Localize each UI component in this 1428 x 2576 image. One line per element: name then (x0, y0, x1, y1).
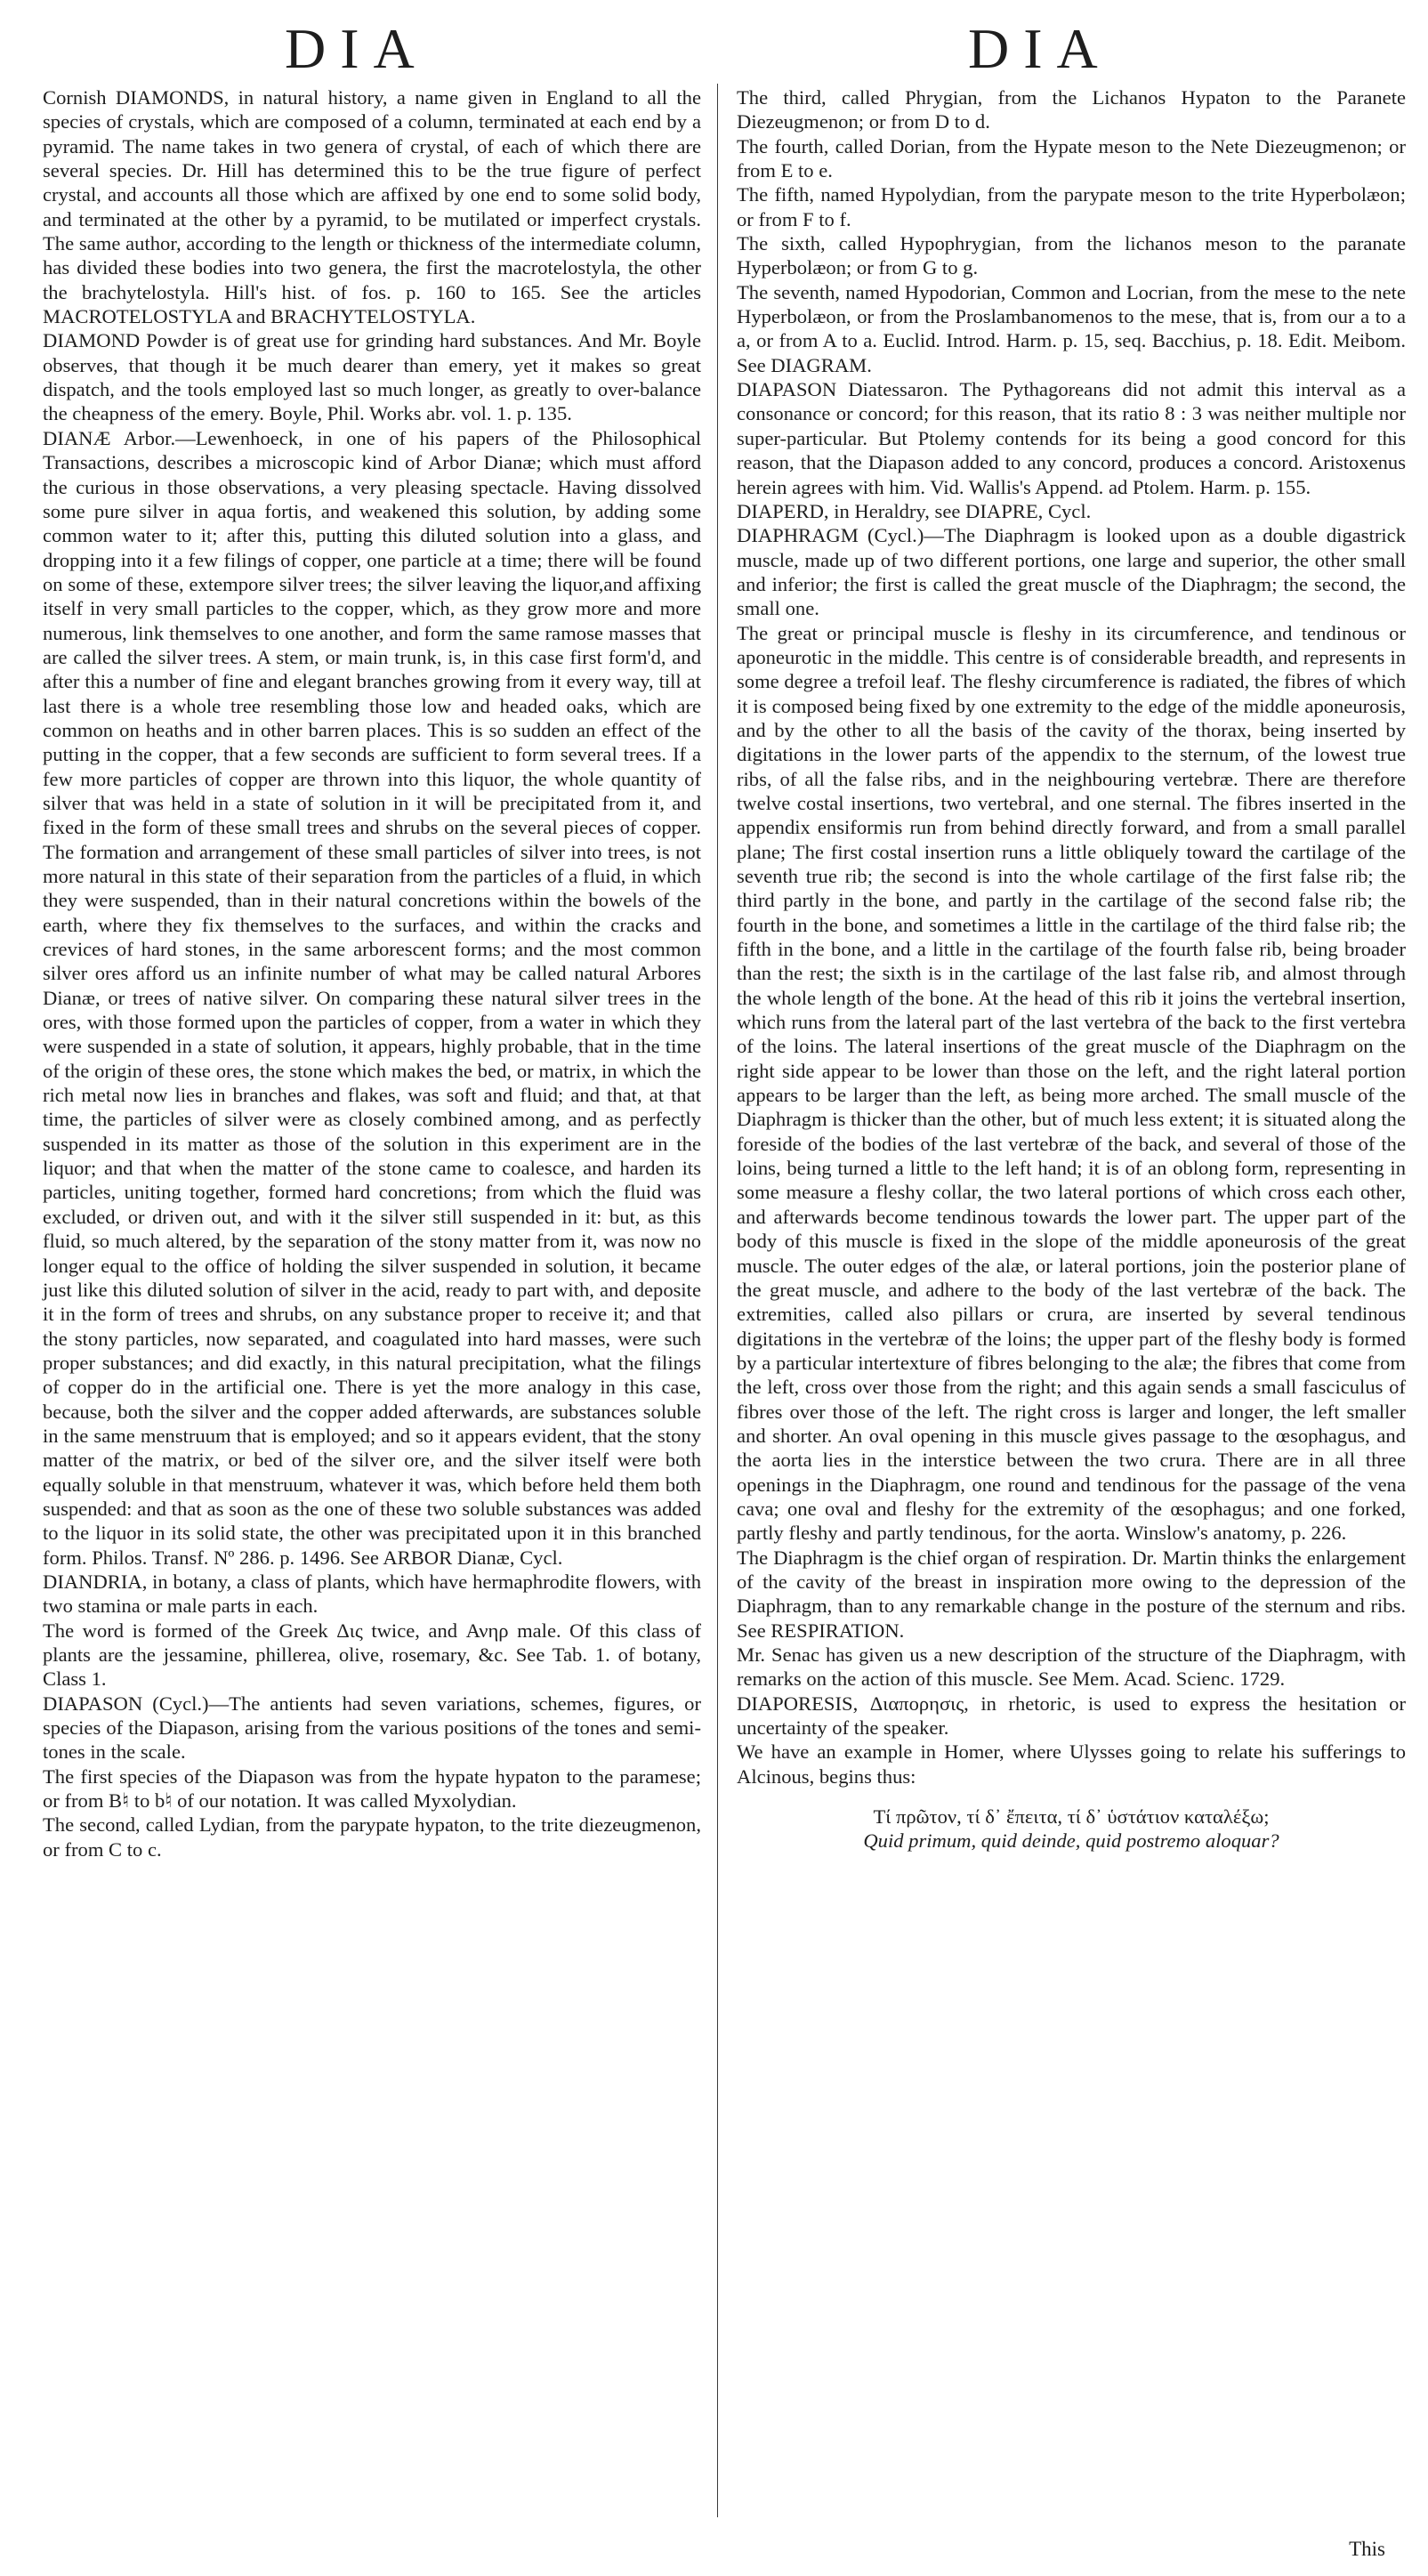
entry-dianae-arbor: DIANÆ Arbor.—Lewenhoeck, in one of his papers of the Philosophical Transactions, describes a microscopic kind of Arbor Dianæ; which must afford the curious in those observations, a very pleasing spectacle. Having dissolved some pure silver in aqua fortis, and weakened this solution, by adding some common water to it; after this, putting this diluted solution into a glass, and dropping into it a few filings of copper, one particle at a time; there will be found on some of these, extempore silver trees; the silver leaving the liquor,and affixing itself in very small particles to the copper, which, as they grow more and more numerous, link themselves to one another, and form the same ramose masses that are called the silver trees. A stem, or main trunk, is, in this case first form'd, and after this a number of fine and elegant branches growing from it every way, till at last there is a whole tree resembling those low and headed oaks, which are common on heaths and in other barren places. This is so sudden an effect of the putting in the copper, that a few seconds are sufficient to form several trees. If a few more particles of copper are thrown into this liquor, the whole quantity of silver that was held in a state of solution in it will be precipitated from it, and fixed in the form of these small trees and shrubs on the several pieces of copper. The formation and arrangement of these small particles of silver into trees, is not more natural in this state of their separation from the particles of a fluid, in which they were suspended, than in their natural concretions within the bowels of the earth, where they fix themselves to the surfaces, and within the cracks and crevices of hard stones, in the same arborescent forms; and the most common silver ores afford us an infinite number of what may be called natural Arbores Dianæ, or trees of native silver. On comparing these natural silver trees in the ores, with those formed upon the particles of copper, from a water in which they were suspended in a state of solution, it appears, highly probable, that in the time of the origin of these ores, the stone which makes the bed, or matrix, in which the rich metal now lies in branches and flakes, was soft and fluid; and that, at that time, the particles of silver were as closely combined among, and as perfectly suspended in its matter as those of the solution in this experiment are in the liquor; and that when the matter of the stone came to coalesce, and harden its particles, uniting together, formed hard concretions; from which the fluid was excluded, or driven out, and with it the silver still suspended in it: but, as this fluid, so much altered, by the separation of the stony matter from it, was now no longer equal to the office of holding the silver suspended in solution, it became just like this diluted solution of silver in the acid, ready to part with, and deposite it in the form of trees and shrubs, on any substance proper to receive it; and that the stony particles, now separated, and coagulated into hard masses, were such proper substances; and did exactly, in this natural precipitation, what the filings of copper do in the artificial one. There is yet the more analogy in this case, because, both the silver and the copper added afterwards, are substances soluble in the same menstruum that is employed; and so it appears evident, that the stony matter of the matrix, or bed of the silver ore, and the silver itself were both equally soluble in that menstruum, whatever it was, which before held them both suspended: and that as soon as the one of these two soluble substances was added to the liquor in its solid state, the other was precipitated upon it in this branched form. Philos. Transf. Nº 286. p. 1496. See ARBOR Dianæ, Cycl. (43, 426, 701, 1569)
entry-diapason: DIAPASON (Cycl.)—The antients had seven variations, schemes, figures, or species of the Diapason, arising from the various positions of the tones and semi-tones in the scale. (43, 1692, 701, 1764)
entry-diaporesis: DIAPORESIS, Διαπορησις, in rhetoric, is used to express the hesitation or uncertainty of the speaker. (737, 1692, 1406, 1740)
column-divider (717, 84, 718, 2517)
entry-diapason-diatessaron: DIAPASON Diatessaron. The Pythagoreans did not admit this interval as a consonance or concord; for this reason, that its ratio 8 : 3 was neither multiple nor super-particular. But Ptolemy contends for its being a good concord for this reason, that the Diapason added to any concord, produces a concord. Aristoxenus herein agrees with him. Vid. Wallis's Append. ad Ptolem. Harm. p. 155. (737, 378, 1406, 498)
homer-quotation (737, 1805, 1406, 1853)
entry-diandria: DIANDRIA, in botany, a class of plants, which have hermaphrodite flowers, with two stamina or male parts in each. (43, 1570, 701, 1618)
entry-diaporesis-example: We have an example in Homer, where Ulysses going to relate his sufferings to Alcinous, begins thus: (737, 1740, 1406, 1788)
entry-diaphragm-senac: Mr. Senac has given us a new description of the structure of the Diaphragm, with remarks on the action of this muscle. See Mem. Acad. Scienc. 1729. (737, 1643, 1406, 1691)
entry-diapason-fourth: The fourth, called Dorian, from the Hypate meson to the Nete Diezeugmenon; or from E to e. (737, 134, 1406, 182)
entry-diapason-second: The second, called Lydian, from the parypate hypaton, to the trite diezeugmenon, or from C to c. (43, 1813, 701, 1861)
left-column (43, 85, 701, 1861)
entry-diaphragm-great-muscle: The great or principal muscle is fleshy in its circumference, and tendinous or aponeurotic in the middle. This centre is of considerable breadth, and represents in some degree a trefoil leaf. The fleshy circumference is radiated, the fibres of which it is composed being fixed by one extremity to the edge of the middle aponeurosis, and by the other to all the basis of the cavity of the thorax, being inserted by digitations in the lower parts of the appendix to the sternum, of the lowest true ribs, of all the false ribs, and in the neighbouring vertebræ. There are therefore twelve costal insertions, two vertebral, and one sternal. The fibres inserted in the appendix ensiformis run from behind directly forward, and from a small parallel plane; The first costal insertion runs a little obliquely toward the cartilage of the seventh true rib; the second is into the whole cartilage of the first false rib; the third partly in the bone, and partly in the cartilage of the second false rib; the fourth in the bone, and sometimes a little in the cartilage of the third false rib; the fifth in the bone, and a little in the cartilage of the fourth false rib, being broader than the rest; the sixth is in the cartilage of the last false rib, and almost through the whole length of the bone. At the head of this rib it joins the vertebral insertion, which runs from the lateral part of the last vertebra of the back to the first vertebra of the loins. The lateral insertions of the great muscle of the Diaphragm on the right side appear to be lower than those on the left, and the right lateral portion appears to be larger than the left, as being more arched. The small muscle of the Diaphragm is thicker than the other, but of much less extent; it is situated along the foreside of the bodies of the last vertebræ of the back, and several of those of the loins, being turned a little to the left hand; it is of an oblong form, representing in some measure a fleshy collar, the two lateral portions of which cross each other, and afterwards become tendinous towards the lower part. The upper part of the body of this muscle is fixed in the slope of the middle aponeurosis of the great muscle. The outer edges of the alæ, or lateral portions, join the posterior plane of the great muscle, and adhere to the body of the last vertebræ of the back. The extremities, called also pillars or crura, are inserted by several tendinous digitations in the vertebræ of the loins; the upper part of the fleshy body is formed by a particular intertexture of fibres belonging to the alæ; the fibres that come from the left, cross over those from the right; and this again sends a small fasciculus of fibres over those of the left. The right cross is larger and longer, the left smaller and shorter. An oval opening in this muscle gives passage to the œsophagus, and the aorta lies in the interstice between the two crura. There are in all three openings in the Diaphragm, one round and tendinous for the passage of the vena cava; one oval and fleshy for the extremity of the œsophagus; and one forked, partly fleshy and partly tendinous, for the aorta. Winslow's anatomy, p. 226. (737, 621, 1406, 1545)
entry-diamond-powder: DIAMOND Powder is of great use for grinding hard substances. And Mr. Boyle observes, that though it be much dearer than emery, yet it makes so great dispatch, and the tools employed last so much longer, as greatly to over-balance the cheapness of the emery. Boyle, Phil. Works abr. vol. 1. p. 135. (43, 329, 701, 425)
right-column (737, 85, 1406, 1853)
entry-diapason-third: The third, called Phrygian, from the Lichanos Hypaton to the Paranete Diezeugmenon; or from D to d. (737, 86, 1406, 133)
entry-diaphragm: DIAPHRAGM (Cycl.)—The Diaphragm is looked upon as a double digastrick muscle, made up of two different portions, one large and superior, the other small and inferior; the first is called the great muscle of the Diaphragm; the second, the small one. (737, 524, 1406, 620)
entry-diapason-seventh: The seventh, named Hypodorian, Common and Locrian, from the mese to the nete Hyperbolæon, or from the Proslambanomenos to the mese, that is, from our a to a a, or from A to a. Euclid. Introd. Harm. p. 15, seq. Bacchius, p. 18. Edit. Meibom. See DIAGRAM. (737, 280, 1406, 376)
entry-diaphragm-respiration: The Diaphragm is the chief organ of respiration. Dr. Martin thinks the enlargement of the cavity of the breast in inspiration more owing to the depression of the Diaphragm, than to any remarkable change in the posture of the sternum and ribs. See RESPIRATION. (737, 1546, 1406, 1642)
entry-diapason-sixth: The sixth, called Hypophrygian, from the lichanos meson to the paranate Hyperbolæon; or from G to g. (737, 232, 1406, 279)
entry-diaperd: DIAPERD, in Heraldry, see DIAPRE, Cycl. (737, 499, 1092, 522)
greek-verse: Τί πρῶτον, τί δ᾽ ἔπειτα, τί δ᾽ ὑστάτιον καταλέξω; (873, 1805, 1270, 1829)
running-head-right: DIA (968, 17, 1112, 80)
entry-diapason-fifth: The fifth, named Hypolydian, from the parypate meson to the trite Hyperbolæon; or from F to f. (737, 183, 1406, 230)
entry-cornish-diamonds: Cornish DIAMONDS, in natural history, a name given in England to all the species of crystals, which are composed of a column, terminated at each end by a pyramid. The name takes in two genera of crystal, of each of which there are several species. Dr. Hill has determined this to be the true figure of perfect crystal, and accounts all those which are affixed by one end to some solid body, and terminated at the other by a pyramid, to be mutilated or imperfect crystals. The same author, according to the length or thickness of the intermediate column, has divided these bodies into two genera, the first the macrotelostyla, the other the brachytelostyla. Hill's hist. of fos. p. 160 to 165. See the articles MACROTELOSTYLA and BRACHYTELOSTYLA. (43, 86, 701, 328)
entry-diapason-first: The first species of the Diapason was from the hypate hypaton to the paramese; or from B♮ to b♮ of our notation. It was called Myxolydian. (43, 1764, 701, 1813)
entry-diandria-etymology: The word is formed of the Greek Δις twice, and Ανηρ male. Of this class of plants are the jessamine, phillerea, olive, rosemary, &c. See Tab. 1. of botany, Class 1. (43, 1619, 701, 1691)
latin-verse: Quid primum, quid deinde, quid postremo aloquar? (863, 1829, 1279, 1853)
catchword: This (1349, 2538, 1385, 2560)
running-head-left: DIA (285, 17, 429, 80)
